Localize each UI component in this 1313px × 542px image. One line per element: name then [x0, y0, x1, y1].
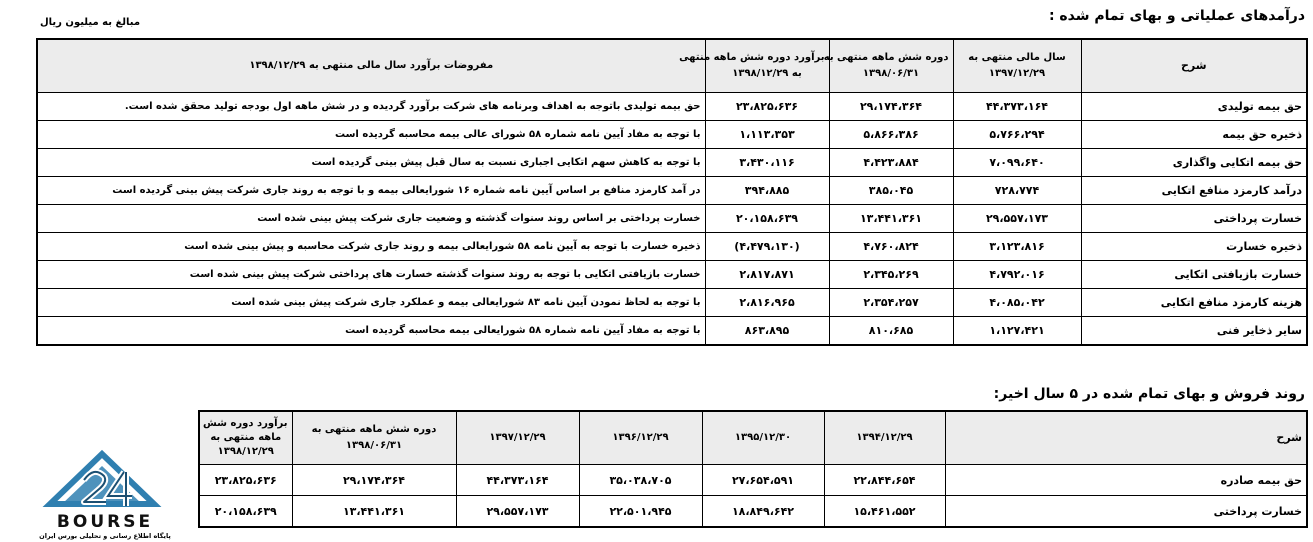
sales-trend-table	[198, 410, 1308, 528]
value-fiscal-year: ۴۴،۳۷۳،۱۶۴	[953, 93, 1081, 121]
header-assumptions: مفروضات برآورد سال مالی منتهی به ۱۳۹۸/۱۲/۲۹	[37, 39, 705, 93]
value-six-month: ۵،۸۶۶،۳۸۶	[829, 121, 953, 149]
row-label: سایر ذخایر فنی	[1081, 317, 1307, 346]
value-fiscal-year: ۵،۷۶۶،۲۹۴	[953, 121, 1081, 149]
table-row	[37, 233, 1307, 261]
value-estimate: ۸۶۳،۸۹۵	[705, 317, 829, 346]
header-desc: شرح	[945, 411, 1307, 465]
unit-note: مبالغ به میلیون ریال	[40, 17, 141, 28]
logo-text: BOURSE	[56, 512, 154, 532]
value-year-1394: ۱۵،۴۶۱،۵۵۲	[824, 496, 945, 528]
header-estimate-line1: برآورد دوره شش ماهه منتهی	[679, 52, 825, 63]
operating-revenue-table	[36, 38, 1308, 346]
value-estimate: ۲،۸۱۷،۸۷۱	[705, 261, 829, 289]
row-label: حق بیمه اتکایی واگذاری	[1081, 149, 1307, 177]
value-six-month: ۸۱۰،۶۸۵	[829, 317, 953, 346]
value-fiscal-year: ۴،۷۹۲،۰۱۶	[953, 261, 1081, 289]
value-six-month: ۱۳،۴۴۱،۳۶۱	[292, 496, 456, 528]
table-row	[37, 317, 1307, 346]
row-label: ذخیره خسارت	[1081, 233, 1307, 261]
value-six-month: ۱۳،۴۴۱،۳۶۱	[829, 205, 953, 233]
header-six-month	[823, 39, 953, 93]
value-estimate: ۲۰،۱۵۸،۶۳۹	[705, 205, 829, 233]
row-label: ذخیره حق بیمه	[1081, 121, 1307, 149]
table-row	[37, 177, 1307, 205]
header-desc: شرح	[1081, 39, 1307, 93]
header-estimate-line2: به ۱۳۹۸/۱۲/۲۹	[732, 68, 802, 79]
value-six-month: ۴،۴۲۳،۸۸۴	[829, 149, 953, 177]
row-label: حق بیمه صادره	[945, 465, 1307, 496]
value-fiscal-year: ۴،۰۸۵،۰۴۲	[953, 289, 1081, 317]
value-fiscal-year: ۷،۰۹۹،۶۴۰	[953, 149, 1081, 177]
value-estimate: ۳۹۴،۸۸۵	[705, 177, 829, 205]
value-year-1396: ۳۵،۰۳۸،۷۰۵	[579, 465, 702, 496]
row-label: خسارت پرداختی	[945, 496, 1307, 528]
header-year-1395: ۱۳۹۵/۱۲/۳۰	[702, 411, 824, 465]
header-fiscal-year-line1: سال مالی منتهی به	[968, 52, 1066, 63]
table-row	[37, 289, 1307, 317]
value-fiscal-year: ۷۲۸،۷۷۴	[953, 177, 1081, 205]
table-header-row	[37, 39, 1307, 93]
value-estimate: ۲۳،۸۲۵،۶۳۶	[705, 93, 829, 121]
header-year-1396: ۱۳۹۶/۱۲/۲۹	[579, 411, 702, 465]
row-label: خسارت بازیافتی اتکایی	[1081, 261, 1307, 289]
assumption-note: با توجه به لحاظ نمودن آیین نامه ۸۳ شورایعالی بیمه و عملکرد جاری شرکت پیش بینی شده است	[37, 289, 705, 317]
logo-subtitle: پایگاه اطلاع رسانی و تحلیلی بورس ایران	[39, 532, 171, 540]
header-six-month	[292, 411, 456, 465]
assumption-note: ذخیره خسارت با توجه به آیین نامه ۵۸ شورایعالی بیمه و روند جاری شرکت محاسبه و پیش بینی شده است	[37, 233, 705, 261]
table-header-row	[199, 411, 1307, 465]
value-six-month: ۲۹،۱۷۴،۳۶۴	[292, 465, 456, 496]
table-row	[37, 149, 1307, 177]
table-row	[37, 261, 1307, 289]
assumption-note: خسارت پرداختی بر اساس روند سنوات گذشته و وضعیت جاری شرکت پیش بینی شده است	[37, 205, 705, 233]
section-title-sales-trend: روند فروش و بهای تمام شده در ۵ سال اخیر:	[993, 386, 1305, 402]
assumption-note: خسارت بازیافتی اتکایی با توجه به روند سنوات گذشته خسارت های پرداختی شرکت پیش بینی شده است	[37, 261, 705, 289]
value-year-1397: ۲۹،۵۵۷،۱۷۳	[456, 496, 579, 528]
table-row	[37, 121, 1307, 149]
header-estimate-line1: برآورد دوره شش	[203, 418, 288, 429]
row-label: درآمد کارمزد منافع اتکایی	[1081, 177, 1307, 205]
row-label: حق بیمه تولیدی	[1081, 93, 1307, 121]
value-year-1394: ۲۲،۸۴۴،۶۵۴	[824, 465, 945, 496]
value-fiscal-year: ۱،۱۲۷،۴۲۱	[953, 317, 1081, 346]
table-row	[37, 93, 1307, 121]
table-row	[199, 496, 1307, 528]
value-estimate: ۲۳،۸۲۵،۶۳۶	[199, 465, 292, 496]
header-six-month-line1: دوره شش ماهه منتهی به	[311, 424, 437, 435]
assumption-note: با توجه به مفاد آیین نامه شماره ۵۸ شورای عالی بیمه محاسبه گردیده است	[37, 121, 705, 149]
assumption-note: در آمد کارمزد منافع بر اساس آیین نامه شماره ۱۶ شورایعالی بیمه و با توجه به روند جاری شرکت پیش بینی گردیده است	[37, 177, 705, 205]
value-estimate: (۴،۴۷۹،۱۳۰)	[705, 233, 829, 261]
assumption-note: با توجه به مفاد آیین نامه شماره ۵۸ شورایعالی بیمه محاسبه گردیده است	[37, 317, 705, 346]
header-year-1394: ۱۳۹۴/۱۲/۲۹	[824, 411, 945, 465]
row-label: هزینه کارمزد منافع اتکایی	[1081, 289, 1307, 317]
section-title-operating-revenue: درآمدهای عملیاتی و بهای تمام شده :	[1048, 8, 1305, 24]
bourse-logo	[32, 452, 178, 542]
value-six-month: ۲۹،۱۷۴،۳۶۴	[829, 93, 953, 121]
value-estimate: ۲،۸۱۶،۹۶۵	[705, 289, 829, 317]
value-six-month: ۲،۳۵۴،۲۵۷	[829, 289, 953, 317]
header-year-1397: ۱۳۹۷/۱۲/۲۹	[456, 411, 579, 465]
header-six-month-line1: دوره شش ماهه منتهی به	[823, 52, 949, 63]
value-six-month: ۴،۷۶۰،۸۲۴	[829, 233, 953, 261]
value-year-1395: ۲۷،۶۵۴،۵۹۱	[702, 465, 824, 496]
header-fiscal-year-line2: ۱۳۹۷/۱۲/۲۹	[988, 68, 1046, 79]
header-estimate-line2: ماهه منتهی به	[210, 432, 282, 443]
value-estimate: ۳،۴۳۰،۱۱۶	[705, 149, 829, 177]
table-row	[199, 465, 1307, 496]
value-fiscal-year: ۲۹،۵۵۷،۱۷۳	[953, 205, 1081, 233]
header-estimate	[679, 39, 829, 93]
assumption-note: با توجه به کاهش سهم اتکایی اجباری نسبت به سال قبل پیش بینی گردیده است	[37, 149, 705, 177]
value-estimate: ۲۰،۱۵۸،۶۳۹	[199, 496, 292, 528]
value-six-month: ۲،۳۴۵،۲۶۹	[829, 261, 953, 289]
value-year-1397: ۴۴،۳۷۳،۱۶۴	[456, 465, 579, 496]
value-estimate: ۱،۱۱۳،۳۵۳	[705, 121, 829, 149]
assumption-note: حق بیمه تولیدی باتوجه به اهداف وبرنامه های شرکت برآورد گردیده و در شش ماهه اول بودجه تولید محقق شده است.	[37, 93, 705, 121]
header-six-month-line2: ۱۳۹۸/۰۶/۳۱	[862, 68, 920, 79]
table-row	[37, 205, 1307, 233]
header-estimate	[199, 411, 292, 465]
value-year-1395: ۱۸،۸۴۹،۶۴۲	[702, 496, 824, 528]
header-estimate-line3: ۱۳۹۸/۱۲/۲۹	[217, 446, 274, 457]
row-label: خسارت پرداختی	[1081, 205, 1307, 233]
header-six-month-line2: ۱۳۹۸/۰۶/۳۱	[345, 440, 403, 451]
value-fiscal-year: ۳،۱۲۳،۸۱۶	[953, 233, 1081, 261]
value-year-1396: ۲۲،۵۰۱،۹۴۵	[579, 496, 702, 528]
header-fiscal-year	[953, 39, 1081, 93]
mountain-24-logo-icon	[32, 452, 178, 508]
value-six-month: ۳۸۵،۰۴۵	[829, 177, 953, 205]
